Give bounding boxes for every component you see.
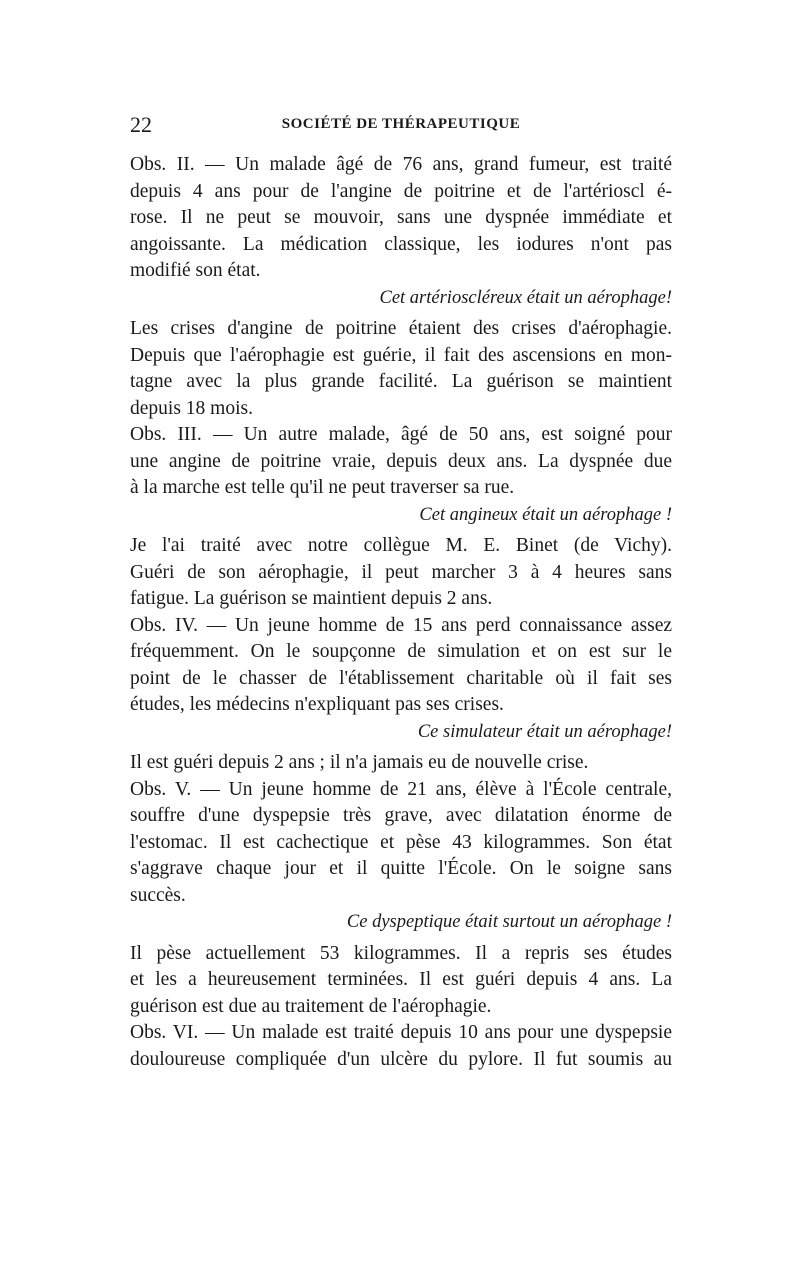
- text-line: fatigue. La guérison se maintient depuis 2 ans.: [130, 588, 493, 609]
- text-line: Obs. VI. — Un malade est traité depuis 10 ans pour une dyspepsie: [130, 1022, 672, 1043]
- text-line: douloureuse compliquée d'un ulcère du pylore. Il fut soumis au: [130, 1048, 672, 1070]
- text-line: souffre d'une dyspepsie très grave, avec dilatation énorme de: [130, 805, 672, 826]
- text-line: Depuis que l'aérophagie est guérie, il fait des ascensions en mon-: [130, 344, 672, 366]
- text-line: et les a heureusement terminées. Il est guéri depuis 4 ans. La: [130, 969, 672, 990]
- text-line: s'aggrave chaque jour et il quitte l'École. On le soigne sans: [130, 858, 672, 879]
- text-line: Les crises d'angine de poitrine étaient des crises d'aérophagie.: [130, 318, 672, 339]
- exclamation-line: Cet angineux était un aérophage !: [419, 504, 672, 525]
- text-line: Obs. V. — Un jeune homme de 21 ans, élève à l'École centrale,: [130, 778, 672, 800]
- text-line: Obs. III. — Un autre malade, âgé de 50 ans, est soigné pour: [130, 424, 672, 445]
- text-line: fréquemment. On le soupçonne de simulation et on est sur le: [130, 641, 672, 662]
- text-line: Il est guéri depuis 2 ans ; il n'a jamais eu de nouvelle crise.: [130, 752, 589, 773]
- text-line: succès.: [130, 884, 186, 906]
- text-line: Obs. II. — Un malade âgé de 76 ans, grand fumeur, est traité: [130, 154, 672, 175]
- text-line: l'estomac. Il est cachectique et pèse 43 kilogrammes. Son état: [130, 831, 672, 853]
- exclamation-line: Cet artérioscléreux était un aérophage!: [379, 287, 672, 308]
- text-line: Je l'ai traité avec notre collègue M. E. Binet (de Vichy).: [130, 535, 672, 556]
- text-line: une angine de poitrine vraie, depuis deux ans. La dyspnée due: [130, 450, 672, 472]
- running-head: SOCIÉTÉ DE THÉRAPEUTIQUE: [281, 116, 521, 132]
- page-header: [130, 112, 672, 142]
- text-line: modifié son état.: [130, 260, 261, 281]
- text-line: Il pèse actuellement 53 kilogrammes. Il a repris ses études: [130, 942, 672, 964]
- text-line: à la marche est telle qu'il ne peut traverser sa rue.: [130, 477, 515, 498]
- exclamation-line: Ce dyspeptique était surtout un aérophage !: [346, 912, 672, 932]
- page-body: [130, 152, 672, 1073]
- text-line: depuis 18 mois.: [130, 397, 253, 419]
- text-line: Guéri de son aérophagie, il peut marcher 3 à 4 heures sans: [130, 561, 672, 583]
- exclamation-line: Ce simulateur était un aérophage!: [417, 721, 672, 742]
- text-line: angoissante. La médication classique, les iodures n'ont pas: [130, 233, 672, 255]
- text-line: études, les médecins n'expliquant pas ses crises.: [130, 694, 504, 715]
- text-line: depuis 4 ans pour de l'angine de poitrine et de l'artérioscl é-: [130, 180, 672, 202]
- text-line: guérison est due au traitement de l'aérophagie.: [130, 995, 492, 1017]
- text-line: point de le chasser de l'établissement charitable où il fait ses: [130, 667, 672, 689]
- text-line: Obs. IV. — Un jeune homme de 15 ans perd connaissance assez: [130, 614, 672, 636]
- text-line: tagne avec la plus grande facilité. La guérison se maintient: [130, 371, 672, 392]
- page-number: 22: [130, 112, 152, 137]
- text-line: rose. Il ne peut se mouvoir, sans une dyspnée immédiate et: [130, 207, 672, 228]
